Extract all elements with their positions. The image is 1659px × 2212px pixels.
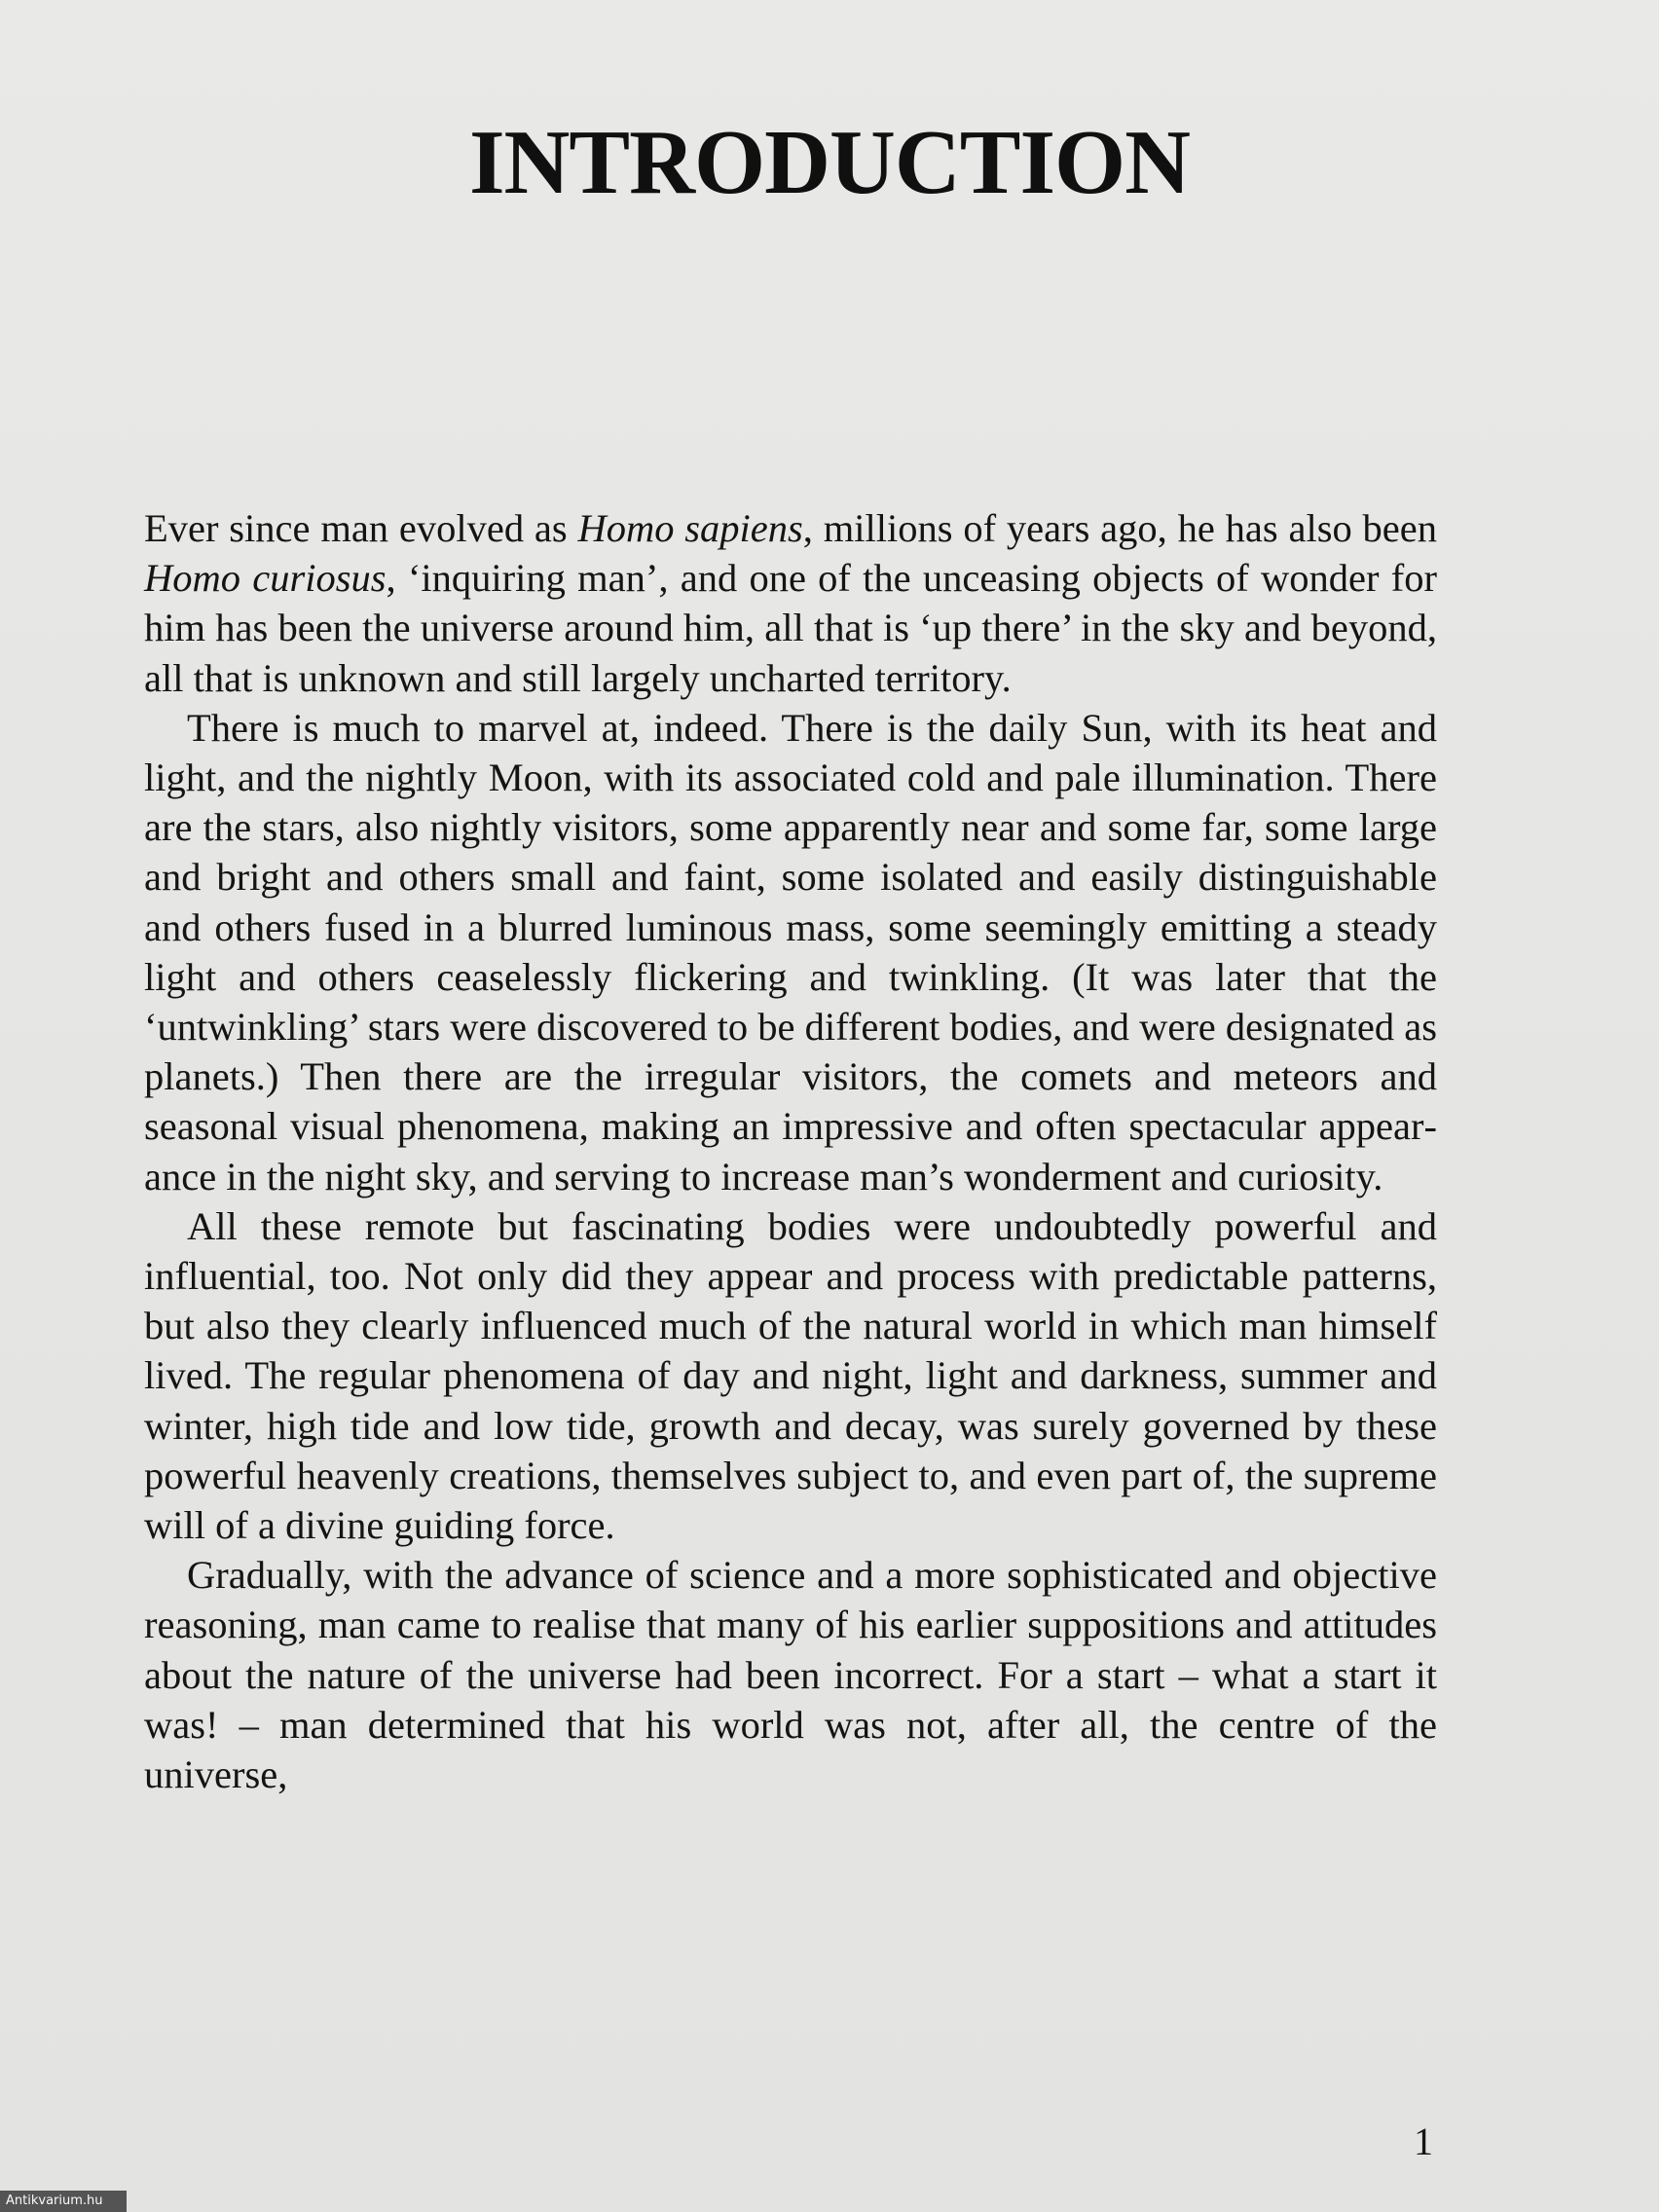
text-run: Gradually, with the advance of science and a more sophisticated and objective reasoning, man came to realise that many of his earlier suppositions and attitudes about the nature of the universe had been incorrect. For a start – what a start it was! – man determined that his world was not, after all, the centre of the universe,: [144, 1553, 1437, 1797]
text-run: , millions of years ago, he has also been: [802, 506, 1437, 550]
page-title: INTRODUCTION: [468, 112, 1191, 213]
text-run: , ‘inquiring man’, and one of the unceasing objects of wonder for him has been the universe around him, all that is ‘up there’ in the sky and beyond, all that is unknown and still largely uncharted territory.: [144, 556, 1437, 700]
paragraph: [144, 503, 1437, 703]
watermark-label: Antikvarium.hu: [0, 2191, 127, 2212]
paragraph: [144, 1201, 1437, 1550]
page-number: 1: [1414, 2120, 1433, 2163]
italic-text: Homo sapiens: [577, 506, 803, 550]
paragraph: [144, 703, 1437, 1201]
paragraph: [144, 1550, 1437, 1799]
text-run: There is much to marvel at, indeed. There is the daily Sun, with its heat and light, and the nightly Moon, with its associated cold and pale illumination. There are the stars, also nightly visitors, some apparently near and some far, some large and bright and others small and faint, some isolated and easily distinguishable and others fused in a blurred luminous mass, some seemingly emitting a steady light and others ceaselessly flickering and twinkling. (It was later that the ‘untwinkling’ stars were discovered to be different bodies, and were designated as planets.) Then there are the irregular visitors, the comets and meteors and seasonal visual phenomena, making an impressive and often spectacular appearance in the night sky, and serving to increase man’s wonderment and curiosity.: [144, 705, 1437, 1198]
body-text: [144, 503, 1437, 1799]
italic-text: Homo curiosus: [144, 556, 387, 601]
text-run: Ever since man evolved as: [144, 506, 578, 550]
text-run: All these remote but fascinating bodies were undoubtedly powerful and influential, too. Not only did they appear and process with predictable patterns, but also they clearly influenced much of the natural world in which man himself lived. The regular phenomena of day and night, light and darkness, summer and winter, high tide and low tide, growth and decay, was surely governed by these powerful heavenly creations, themselves subject to, and even part of, the supreme will of a divine guiding force.: [144, 1203, 1437, 1548]
